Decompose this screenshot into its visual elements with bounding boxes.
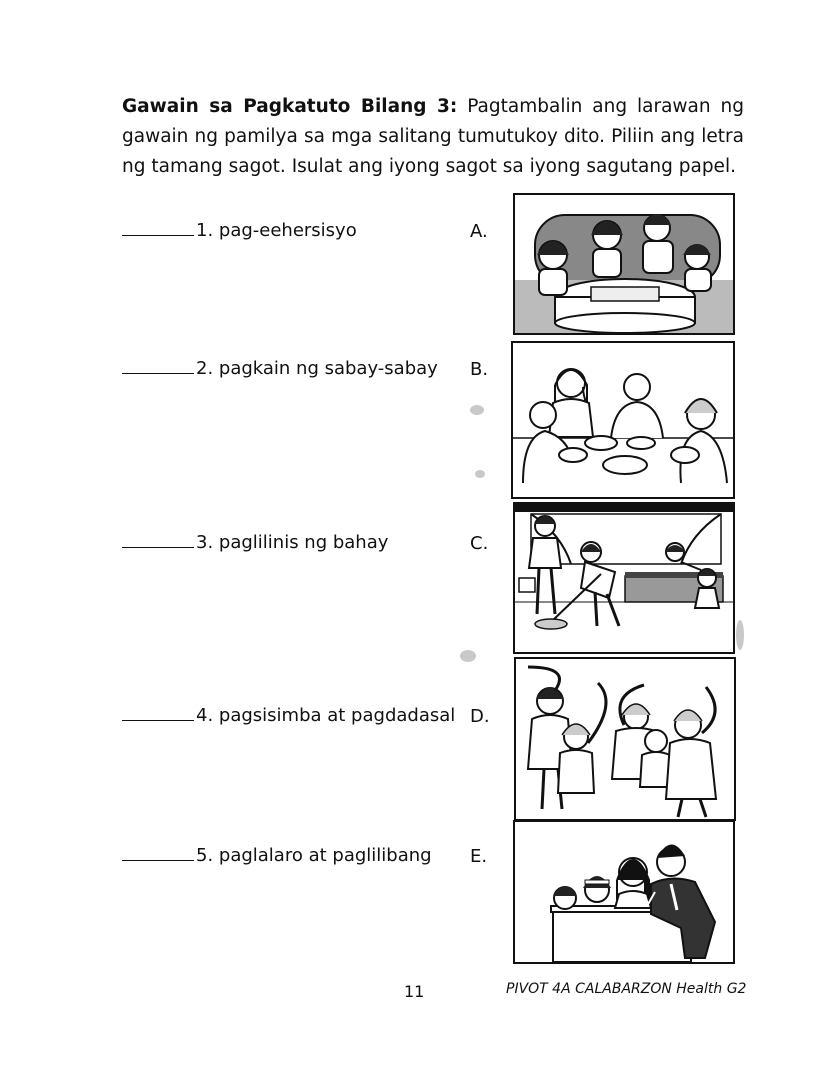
answer-blank-5[interactable] xyxy=(122,846,194,861)
answer-blank-2[interactable] xyxy=(122,359,194,374)
scan-speck xyxy=(736,620,744,650)
answer-blank-3[interactable] xyxy=(122,533,194,548)
scan-speck xyxy=(475,470,485,478)
item-5-text: 5. paglalaro at paglilibang xyxy=(196,845,432,866)
instructions xyxy=(122,92,744,182)
family-cleaning-illustration xyxy=(515,504,733,652)
page-number: 11 xyxy=(404,982,425,1001)
scan-speck xyxy=(470,405,484,415)
letter-e: E. xyxy=(470,846,488,867)
answer-blank-4[interactable] xyxy=(122,706,194,721)
picture-d xyxy=(514,657,736,821)
item-4 xyxy=(122,705,455,726)
board-game-illustration xyxy=(515,195,733,333)
letter-c: C. xyxy=(470,533,489,554)
activity-title: Gawain sa Pagkatuto Bilang 3: xyxy=(122,96,458,117)
item-3-text: 3. paglilinis ng bahay xyxy=(196,532,389,553)
item-3 xyxy=(122,532,388,553)
item-1-text: 1. pag-eehersisyo xyxy=(196,220,357,241)
picture-b xyxy=(511,341,735,499)
answer-blank-1[interactable] xyxy=(122,221,194,236)
item-2 xyxy=(122,358,438,379)
family-exercising-illustration xyxy=(516,659,734,819)
family-praying-illustration xyxy=(515,822,733,962)
instructions-text: Pagtambalin ang larawan ng gawain ng pamilya sa mga salitang tumutukoy dito. Piliin ang letra ng tamang sagot. Isulat ang iyong sagot sa iyong sagutang papel. xyxy=(122,96,744,177)
scan-speck xyxy=(460,650,476,662)
item-4-text: 4. pagsisimba at pagdadasal xyxy=(196,705,456,726)
family-eating-illustration xyxy=(513,343,733,497)
picture-a xyxy=(513,193,735,335)
item-1 xyxy=(122,220,357,241)
letter-d: D. xyxy=(470,706,490,727)
item-2-text: 2. pagkain ng sabay-sabay xyxy=(196,358,438,379)
picture-e xyxy=(513,820,735,964)
footer-source: PIVOT 4A CALABARZON Health G2 xyxy=(506,981,747,997)
letter-a: A. xyxy=(470,221,488,242)
letter-b: B. xyxy=(470,359,489,380)
picture-c xyxy=(513,502,735,654)
item-5 xyxy=(122,845,432,866)
